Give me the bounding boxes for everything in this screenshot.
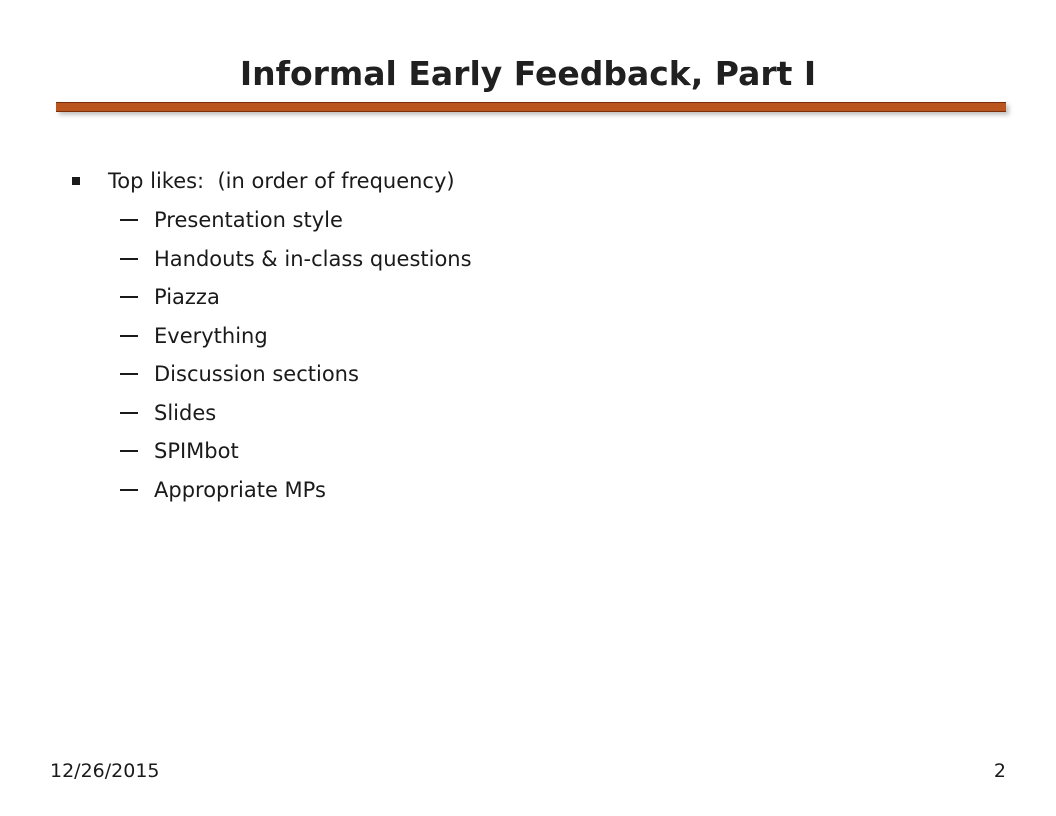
sub-bullet-text: Piazza [154,285,220,310]
sub-bullet-text: Everything [154,323,268,348]
square-bullet-icon [72,177,80,185]
sub-bullet-item [70,201,970,240]
dash-bullet-icon [120,489,138,491]
sub-bullet-item [70,432,970,471]
dash-bullet-icon [120,450,138,452]
sub-bullet-item [70,394,970,433]
dash-bullet-icon [120,296,138,298]
sub-bullet-text: Slides [154,400,217,425]
dash-bullet-icon [120,335,138,337]
sub-bullet-text: Appropriate MPs [154,477,326,502]
dash-bullet-icon [120,258,138,260]
slide-title: Informal Early Feedback, Part I [239,54,817,93]
dash-bullet-icon [120,412,138,414]
slide-body [70,163,970,509]
sub-bullet-item [70,317,970,356]
sub-bullet-item [70,471,970,510]
sub-bullet-item [70,278,970,317]
sub-bullet-item [70,240,970,279]
sub-bullet-item [70,355,970,394]
sub-bullet-list [70,201,970,509]
title-underline-divider [56,102,1006,112]
sub-bullet-text: Presentation style [154,208,343,233]
bullet-top-likes [70,163,970,199]
bullet-text: Top likes: (in order of frequency) [108,169,455,193]
footer-date: 12/26/2015 [50,760,160,782]
dash-bullet-icon [120,373,138,375]
dash-bullet-icon [120,219,138,221]
sub-bullet-text: Handouts & in-class questions [154,246,472,271]
sub-bullet-text: Discussion sections [154,362,359,387]
footer-page-number: 2 [993,760,1006,782]
sub-bullet-text: SPIMbot [154,439,239,464]
